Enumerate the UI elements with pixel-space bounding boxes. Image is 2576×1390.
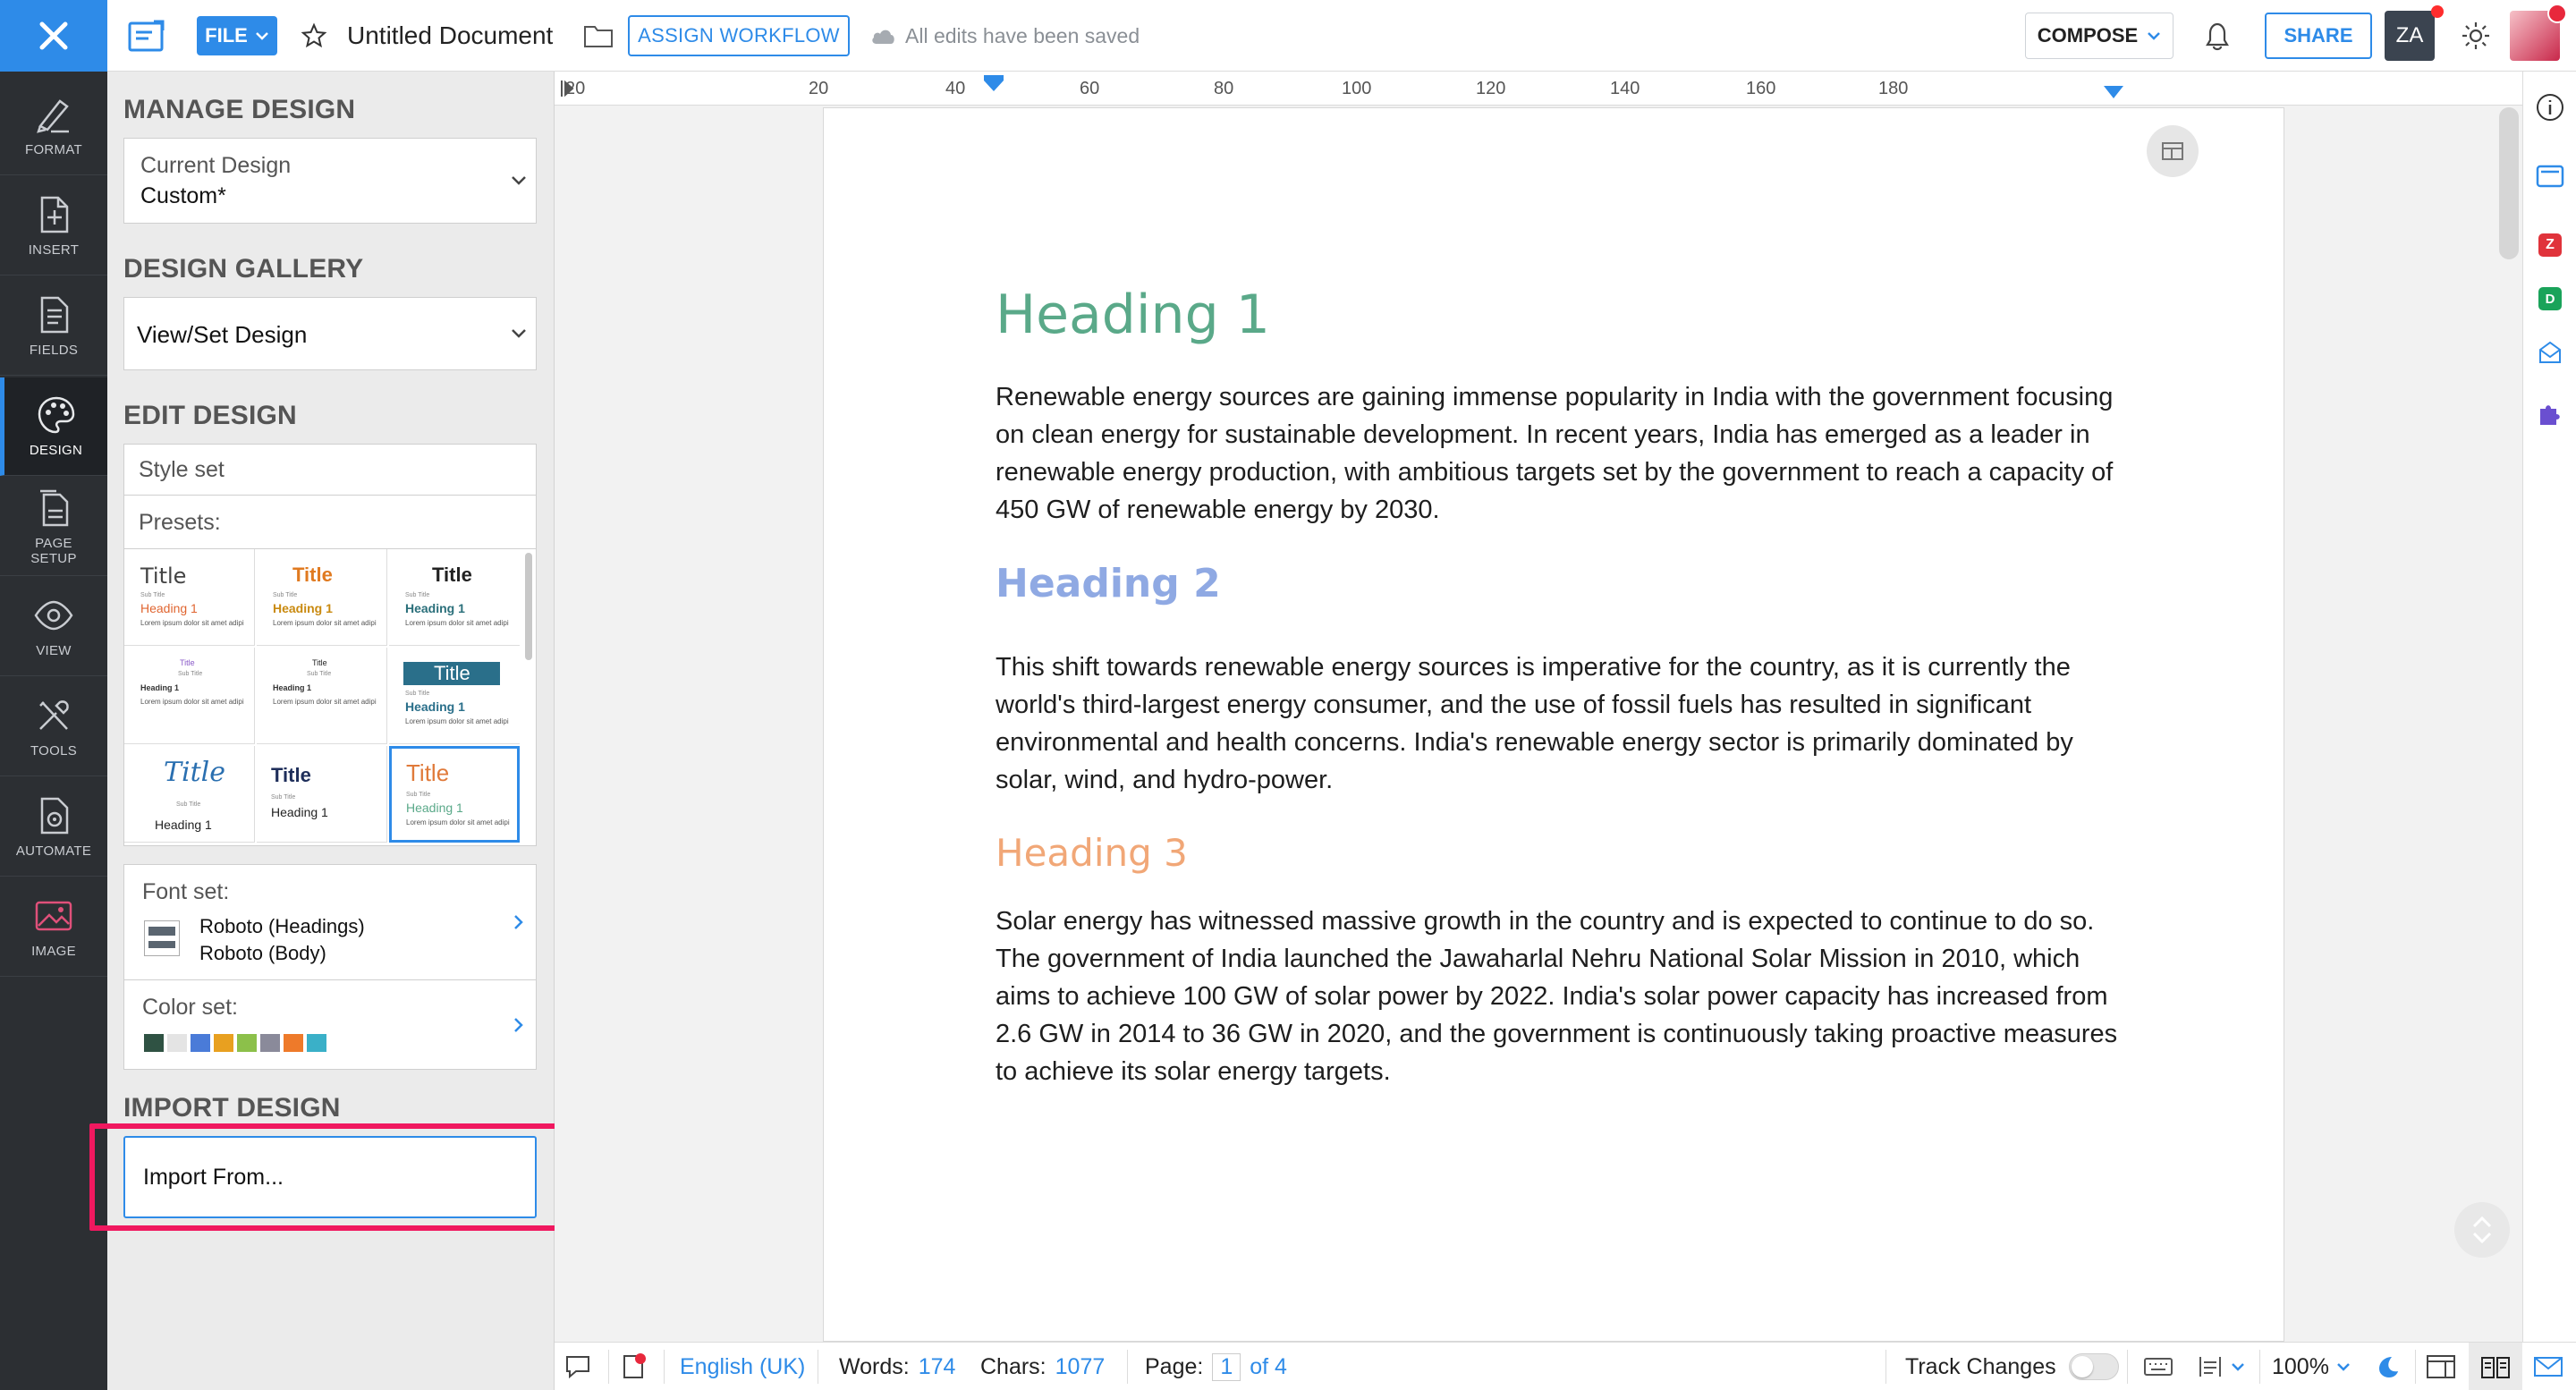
chevron-down-icon <box>2231 1362 2245 1371</box>
notification-bell-icon[interactable] <box>2202 0 2233 72</box>
right-tool-strip <box>2522 72 2576 1342</box>
rail-insert-label: INSERT <box>28 242 80 258</box>
top-bar <box>107 0 2576 72</box>
import-from-label: Import From... <box>143 1165 284 1190</box>
rail-automate-label: AUTOMATE <box>15 843 92 859</box>
language-selector[interactable]: English (UK) <box>680 1353 806 1379</box>
rail-image-button[interactable] <box>0 878 107 977</box>
zoom-dropdown[interactable] <box>2272 1343 2351 1390</box>
page-layout-button[interactable] <box>2147 125 2199 177</box>
settings-gear-icon[interactable] <box>2460 0 2492 72</box>
preset-grid <box>123 549 537 846</box>
style-set-label: Style set <box>139 457 225 482</box>
compose-label: COMPOSE <box>2037 24 2139 47</box>
color-swatch-1 <box>144 1034 164 1052</box>
layout-icon <box>2161 141 2184 161</box>
paragraph-3[interactable]: Solar energy has witnessed massive growth in the country and is expected to continue to do so. The government of India launched the Jawaharlal Nehru National Solar Mission in 2010, which aims to achieve 100 GW of solar power by 2022. India's solar power capacity has increased from 2.6 GW in 2014 to 36 GW in 2020, and the government is continuously taking proactive measures to achieve its solar energy targets. <box>996 907 2118 1086</box>
star-icon[interactable] <box>301 0 327 72</box>
words-label: Words: <box>839 1353 910 1379</box>
rail-design-label: DESIGN <box>29 443 83 458</box>
keyboard-icon[interactable] <box>2143 1343 2174 1390</box>
palette-icon <box>36 394 77 436</box>
rail-automate-button[interactable] <box>0 778 107 877</box>
right-indent-marker[interactable] <box>2102 84 2125 100</box>
ruler-tick-label: 40 <box>945 79 966 98</box>
zia-assistant-button[interactable]: ZA <box>2385 11 2435 61</box>
assign-workflow-button[interactable]: ASSIGN WORKFLOW <box>628 15 850 56</box>
rail-tools-button[interactable] <box>0 678 107 776</box>
ruler-tick-label: 120 <box>1476 79 1506 98</box>
share-button[interactable]: SHARE <box>2265 13 2372 59</box>
format-brush-icon <box>33 94 74 135</box>
horizontal-ruler[interactable] <box>555 72 2522 106</box>
highlight-annotation <box>89 1123 574 1231</box>
current-design-value: Custom* <box>140 183 226 208</box>
doc-template-icon[interactable] <box>127 0 166 72</box>
color-swatches <box>144 1034 326 1052</box>
track-changes-control <box>1905 1343 2119 1390</box>
file-menu-label: FILE <box>205 24 248 47</box>
rail-format-label: FORMAT <box>24 142 82 157</box>
chars-label: Chars: <box>980 1353 1046 1379</box>
heading-1[interactable]: Heading 1 <box>996 284 1270 346</box>
document-page[interactable] <box>823 107 2284 1342</box>
cloud-icon <box>869 26 896 46</box>
document-title[interactable]: Untitled Document <box>347 21 554 49</box>
presets-row <box>123 496 537 549</box>
folder-icon[interactable] <box>583 0 614 72</box>
chevron-down-icon <box>255 31 269 40</box>
track-doc-icon[interactable] <box>619 1343 648 1390</box>
page-label: Page: <box>1145 1353 1204 1379</box>
puzzle-extension-icon[interactable] <box>2534 397 2566 429</box>
rail-view-button[interactable] <box>0 578 107 676</box>
ruler-tick-label: 100 <box>1342 79 1372 98</box>
mail-icon[interactable] <box>2534 336 2566 369</box>
zoom-value: 100% <box>2272 1353 2329 1379</box>
feedback-mail-icon[interactable] <box>2533 1343 2563 1390</box>
color-swatch-4 <box>214 1034 233 1052</box>
automate-icon <box>33 795 74 836</box>
close-icon[interactable] <box>0 0 107 72</box>
design-gallery-title: DESIGN GALLERY <box>123 254 364 284</box>
rail-fields-button[interactable] <box>0 277 107 376</box>
insert-doc-icon <box>33 194 74 235</box>
presets-label: Presets: <box>139 510 221 535</box>
ruler-tick-label: 160 <box>1746 79 1776 98</box>
manage-design-title: MANAGE DESIGN <box>123 95 356 124</box>
words-value: 174 <box>918 1353 956 1379</box>
page-setup-icon <box>33 487 74 529</box>
page-fit-icon <box>2197 1353 2224 1380</box>
color-set-row[interactable] <box>123 980 537 1070</box>
chevron-right-icon <box>512 914 526 930</box>
char-count <box>980 1343 1105 1390</box>
current-design-label: Current Design <box>140 153 292 178</box>
preset-1[interactable]: Title Sub Title Heading 1 Lorem ipsum dolor sit amet adipi <box>124 549 255 646</box>
tools-icon <box>33 695 74 736</box>
file-menu-button[interactable] <box>197 16 277 55</box>
preset-6[interactable]: Title Sub Title Heading 1 Lorem ipsum dolor sit amet adipi <box>389 648 520 744</box>
document-area <box>555 72 2522 1342</box>
rail-design-button[interactable] <box>0 377 107 476</box>
ruler-tick-label: 80 <box>1214 79 1234 98</box>
style-set-row <box>123 444 537 496</box>
preset-7[interactable]: Title Sub Title Heading 1 <box>124 746 255 843</box>
track-changes-toggle[interactable] <box>2069 1353 2119 1380</box>
page-number-input[interactable]: 1 <box>1212 1353 1241 1381</box>
ruler-tick-label: 20 <box>565 79 586 98</box>
chevron-down-icon <box>511 174 527 188</box>
avatar-badge <box>2547 4 2567 23</box>
rail-tools-label: TOOLS <box>30 743 78 759</box>
fields-doc-icon <box>33 294 74 335</box>
color-swatch-3 <box>191 1034 210 1052</box>
notification-dot <box>2431 5 2444 18</box>
preset-scrollbar[interactable] <box>525 553 532 660</box>
image-icon <box>33 895 74 937</box>
chevron-down-icon <box>511 326 527 341</box>
comment-icon[interactable] <box>564 1343 592 1390</box>
preset-3[interactable]: Title Sub Title Heading 1 Lorem ipsum dolor sit amet adipi <box>389 549 520 646</box>
print-layout-icon[interactable] <box>2469 1343 2522 1390</box>
ruler-tick-label: 180 <box>1878 79 1909 98</box>
chars-value: 1077 <box>1055 1353 1106 1379</box>
color-swatch-2 <box>167 1034 187 1052</box>
view-set-design-label: View/Set Design <box>137 321 308 348</box>
preset-4[interactable]: Title Sub Title Heading 1 Lorem ipsum dolor sit amet adipi <box>124 648 255 744</box>
preset-8[interactable]: Title Sub Title Heading 1 <box>257 746 387 843</box>
current-design-select[interactable] <box>123 138 537 224</box>
font-set-row[interactable] <box>123 864 537 980</box>
color-swatch-6 <box>260 1034 280 1052</box>
zoho-app-icon[interactable]: Z <box>2534 229 2566 261</box>
color-set-label: Color set: <box>142 995 238 1020</box>
color-swatch-5 <box>237 1034 257 1052</box>
preset-9-selected[interactable]: Title Sub Title Heading 1 Lorem ipsum dolor sit amet adipi <box>389 746 520 843</box>
status-bar <box>555 1342 2576 1390</box>
preset-2[interactable]: Title Sub Title Heading 1 Lorem ipsum dolor sit amet adipi <box>257 549 387 646</box>
word-count <box>839 1343 955 1390</box>
rail-page-setup-button[interactable] <box>0 478 107 576</box>
preset-5[interactable]: Title Sub Title Heading 1 Lorem ipsum dolor sit amet adipi <box>257 648 387 744</box>
night-mode-icon[interactable] <box>2374 1343 2401 1390</box>
ruler-tick-label: 20 <box>809 79 829 98</box>
font-set-label: Font set: <box>142 879 230 904</box>
rail-view-label: VIEW <box>36 643 72 658</box>
ruler-tick-label: 60 <box>1080 79 1100 98</box>
heading-3[interactable]: Heading 3 <box>996 831 1188 875</box>
scroll-top-bottom-button[interactable] <box>2454 1202 2510 1258</box>
import-design-title: IMPORT DESIGN <box>123 1093 341 1123</box>
eye-icon <box>33 595 74 636</box>
left-indent-marker[interactable] <box>982 73 1005 95</box>
paragraph-2[interactable]: This shift towards renewable energy sources is imperative for the country, as it is currently the world's third-largest energy consumer, and the use of fossil fuels has resulted in significant environmental and health concerns. India's renewable energy sector is primarily dominated by solar, wind, and hydro-power. <box>996 653 2073 794</box>
save-status-text: All edits have been saved <box>905 23 1140 47</box>
rail-fields-label: FIELDS <box>29 343 79 358</box>
rail-page-setup-label: PAGE SETUP <box>30 535 77 566</box>
font-headings: Roboto (Headings) <box>199 915 365 937</box>
page-indicator <box>1145 1343 1287 1390</box>
color-swatch-7 <box>284 1034 303 1052</box>
up-down-arrows-icon <box>2470 1215 2494 1245</box>
chevron-right-icon <box>512 1017 526 1033</box>
page-view-dropdown[interactable] <box>2197 1343 2245 1390</box>
web-layout-icon[interactable] <box>2426 1343 2456 1390</box>
green-app-icon[interactable]: D <box>2534 283 2566 315</box>
font-preview-icon <box>144 920 180 956</box>
rail-image-label: IMAGE <box>31 944 76 959</box>
edit-design-title: EDIT DESIGN <box>123 401 297 430</box>
rail-format-button[interactable] <box>0 77 107 175</box>
heading-2[interactable]: Heading 2 <box>996 561 1221 606</box>
view-set-design-select[interactable] <box>123 297 537 370</box>
chevron-down-icon <box>2336 1362 2351 1371</box>
font-body: Roboto (Body) <box>199 942 326 964</box>
compose-button[interactable] <box>2025 13 2174 59</box>
chevron-down-icon <box>2147 31 2161 40</box>
rail-insert-button[interactable] <box>0 177 107 275</box>
page-total: of 4 <box>1250 1353 1287 1379</box>
paragraph-1[interactable]: Renewable energy sources are gaining immense popularity in India with the government focusing on clean energy for sustainable development. In recent years, India has emerged as a leader in renewable energy production, with ambitious targets set by the government to reach a capacity of 450 GW of renewable energy by 2030. <box>996 383 2114 524</box>
color-swatch-8 <box>307 1034 326 1052</box>
save-status <box>869 0 1140 72</box>
vertical-scrollbar[interactable] <box>2499 107 2519 259</box>
comments-panel-icon[interactable] <box>2534 159 2566 191</box>
ruler-tick-label: 140 <box>1610 79 1640 98</box>
track-changes-label: Track Changes <box>1905 1353 2056 1379</box>
info-icon[interactable] <box>2534 91 2566 123</box>
